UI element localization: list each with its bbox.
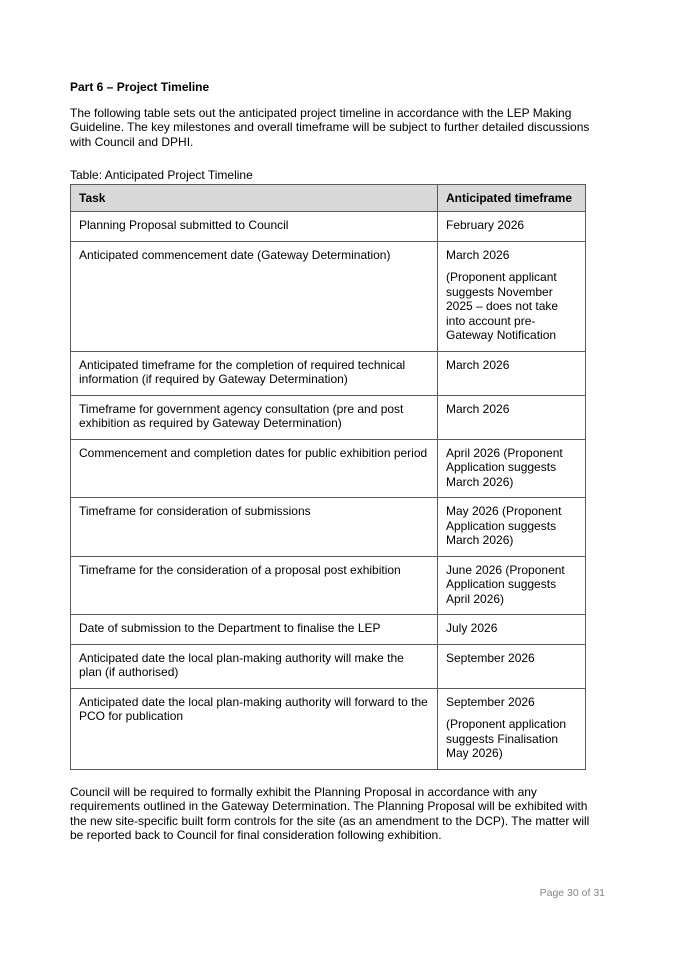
table-row xyxy=(71,395,586,439)
timeframe-text: May 2026 (Proponent Application suggests March 2026) xyxy=(446,504,562,547)
task-text: Timeframe for consideration of submissions xyxy=(79,504,311,518)
timeframe-cell xyxy=(438,439,586,498)
table-caption: Table: Anticipated Project Timeline xyxy=(70,168,253,182)
table-row xyxy=(71,212,586,242)
intro-paragraph: The following table sets out the anticipated project timeline in accordance with the LEP Making Guideline. The key milestones and overall timeframe will be subject to further detailed discussions with Council and DPHI. xyxy=(70,105,590,149)
task-cell xyxy=(71,556,438,615)
task-text: Timeframe for government agency consultation (pre and post exhibition as required by Gateway Determination) xyxy=(79,401,404,430)
table-row xyxy=(71,351,586,395)
timeframe-cell xyxy=(438,688,586,769)
timeframe-cell xyxy=(438,498,586,557)
timeframe-cell xyxy=(438,395,586,439)
task-cell xyxy=(71,212,438,242)
task-text: Planning Proposal submitted to Council xyxy=(79,218,289,232)
timeframe-text: March 2026 xyxy=(446,401,510,416)
timeframe-cell xyxy=(438,615,586,645)
task-text: Anticipated date the local plan-making authority will make the plan (if authorised) xyxy=(79,650,404,679)
task-cell xyxy=(71,439,438,498)
page-number: Page 30 of 31 xyxy=(539,887,605,899)
task-cell xyxy=(71,351,438,395)
table-row xyxy=(71,615,586,645)
timeframe-cell xyxy=(438,556,586,615)
table-row xyxy=(71,556,586,615)
column-header-anticipated-timeframe: Anticipated timeframe xyxy=(438,184,586,212)
timeframe-text: July 2026 xyxy=(446,621,498,635)
timeframe-cell xyxy=(438,241,586,351)
table-row xyxy=(71,498,586,557)
timeframe-text: February 2026 xyxy=(446,218,525,232)
project-timeline-table xyxy=(70,184,586,770)
timeframe-text: March 2026 xyxy=(446,357,510,372)
timeframe-text: September 2026 xyxy=(446,650,535,665)
closing-paragraph: Council will be required to formally exhibit the Planning Proposal in accordance with any requirements outlined in the Gateway Determination. The Planning Proposal will be exhibited with the new site-specific built form controls for the site (as an amendment to the DCP). The matter will be reported back to Council for final consideration following exhibition. xyxy=(70,784,590,842)
timeframe-text: April 2026 (Proponent Application suggests March 2026) xyxy=(446,445,563,489)
table-header-row xyxy=(71,184,586,212)
task-cell xyxy=(71,644,438,688)
column-header-task: Task xyxy=(71,184,438,212)
task-text: Anticipated timeframe for the completion of required technical information (if required by Gateway Determination) xyxy=(79,357,406,386)
table-row xyxy=(71,241,586,351)
timeframe-cell xyxy=(438,644,586,688)
task-text: Commencement and completion dates for public exhibition period xyxy=(79,445,428,460)
section-heading: Part 6 – Project Timeline xyxy=(70,80,210,94)
timeframe-text: September 2026 xyxy=(446,694,535,709)
task-cell xyxy=(71,395,438,439)
task-text: Anticipated commencement date (Gateway Determination) xyxy=(79,247,391,262)
timeframe-text: March 2026 xyxy=(446,247,510,262)
timeframe-cell xyxy=(438,351,586,395)
table-row xyxy=(71,644,586,688)
table-row xyxy=(71,439,586,498)
table-row xyxy=(71,688,586,769)
task-cell xyxy=(71,498,438,557)
task-text: Date of submission to the Department to finalise the LEP xyxy=(79,621,381,635)
task-text: Anticipated date the local plan-making authority will forward to the PCO for publication xyxy=(79,694,428,723)
document-page xyxy=(70,80,605,843)
timeframe-cell xyxy=(438,212,586,242)
task-cell xyxy=(71,241,438,351)
timeframe-text: (Proponent applicant suggests November 2025 – does not take into account pre-Gateway Notification xyxy=(446,270,559,342)
task-cell xyxy=(71,688,438,769)
task-text: Timeframe for the consideration of a proposal post exhibition xyxy=(79,562,401,577)
task-cell xyxy=(71,615,438,645)
timeframe-text: (Proponent application suggests Finalisation May 2026) xyxy=(446,717,567,760)
timeframe-text: June 2026 (Proponent Application suggests April 2026) xyxy=(446,562,565,606)
